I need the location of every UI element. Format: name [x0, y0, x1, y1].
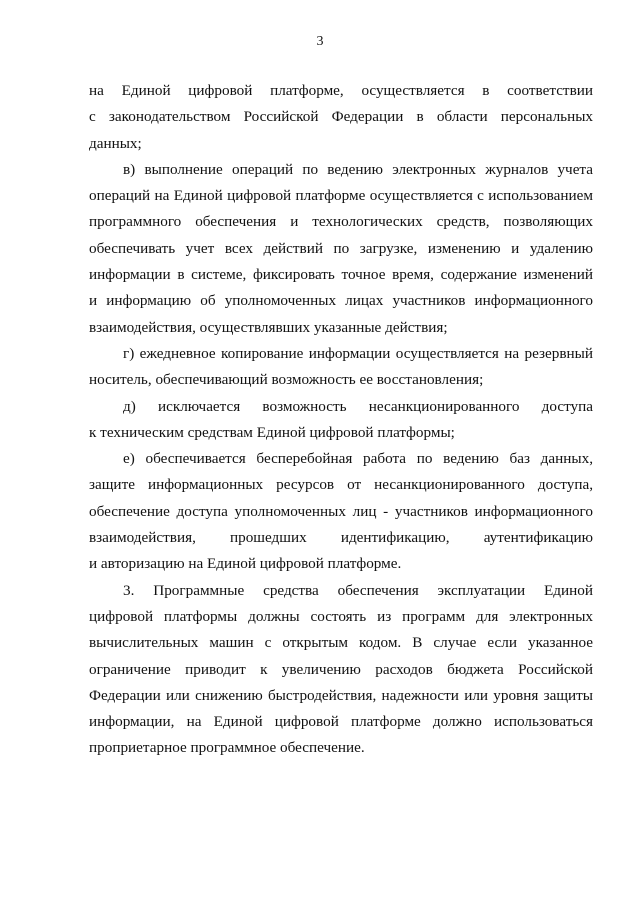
text-line: программного обеспечения и технологических средств, позволяющих	[89, 213, 593, 231]
text-line: информации, на Единой цифровой платформе должно использоваться	[89, 713, 593, 731]
text-line: д) исключается возможность несанкционированного доступа	[123, 397, 593, 415]
text-line: взаимодействия, осуществлявших указанные действия;	[89, 318, 448, 336]
text-line: Федерации или снижению быстродействия, надежности или уровня защиты	[89, 686, 593, 704]
text-line: на Единой цифровой платформе, осуществляется в соответствии	[89, 82, 593, 99]
text-line: в) выполнение операций по ведению электронных журналов учета	[123, 160, 593, 178]
paragraph-item-g	[89, 341, 593, 394]
paragraph-item-d	[89, 394, 593, 447]
text-line: к техническим средствам Единой цифровой платформы;	[89, 423, 455, 441]
text-line: защите информационных ресурсов от несанкционированного доступа,	[89, 476, 593, 494]
paragraph-item-v	[89, 157, 593, 341]
text-line: носитель, обеспечивающий возможность ее восстановления;	[89, 371, 484, 389]
text-line: вычислительных машин с открытым кодом. В случае если указанное	[89, 634, 593, 652]
text-line: взаимодействия, прошедших идентификацию, аутентификацию	[89, 529, 593, 547]
text-line: проприетарное программное обеспечение.	[89, 739, 365, 757]
text-line: цифровой платформы должны состоять из программ для электронных	[89, 607, 593, 625]
text-line: обеспечение доступа уполномоченных лиц - участников информационного	[89, 502, 593, 520]
text-line: ограничение приводит к увеличению расходов бюджета Российской	[89, 660, 593, 678]
text-line: 3. Программные средства обеспечения эксплуатации Единой	[123, 581, 593, 599]
text-line: и авторизацию на Единой цифровой платформе.	[89, 555, 402, 573]
text-line: информации в системе, фиксировать точное время, содержание изменений	[89, 266, 593, 284]
text-line: и информацию об уполномоченных лицах участников информационного	[89, 292, 593, 310]
document-body	[89, 78, 593, 762]
paragraph-point-3	[89, 578, 593, 762]
text-line: операций на Единой цифровой платформе осуществляется с использованием	[89, 187, 593, 205]
text-line: обеспечивать учет всех действий по загрузке, изменению и удалению	[89, 239, 593, 257]
page-number: 3	[316, 34, 324, 49]
text-line: с законодательством Российской Федерации в области персональных	[89, 108, 593, 126]
paragraph-continuation	[89, 78, 593, 157]
text-line: данных;	[89, 134, 142, 152]
text-line: е) обеспечивается бесперебойная работа по ведению баз данных,	[123, 450, 593, 468]
paragraph-item-e	[89, 446, 593, 577]
text-line: г) ежедневное копирование информации осуществляется на резервный	[123, 344, 593, 362]
